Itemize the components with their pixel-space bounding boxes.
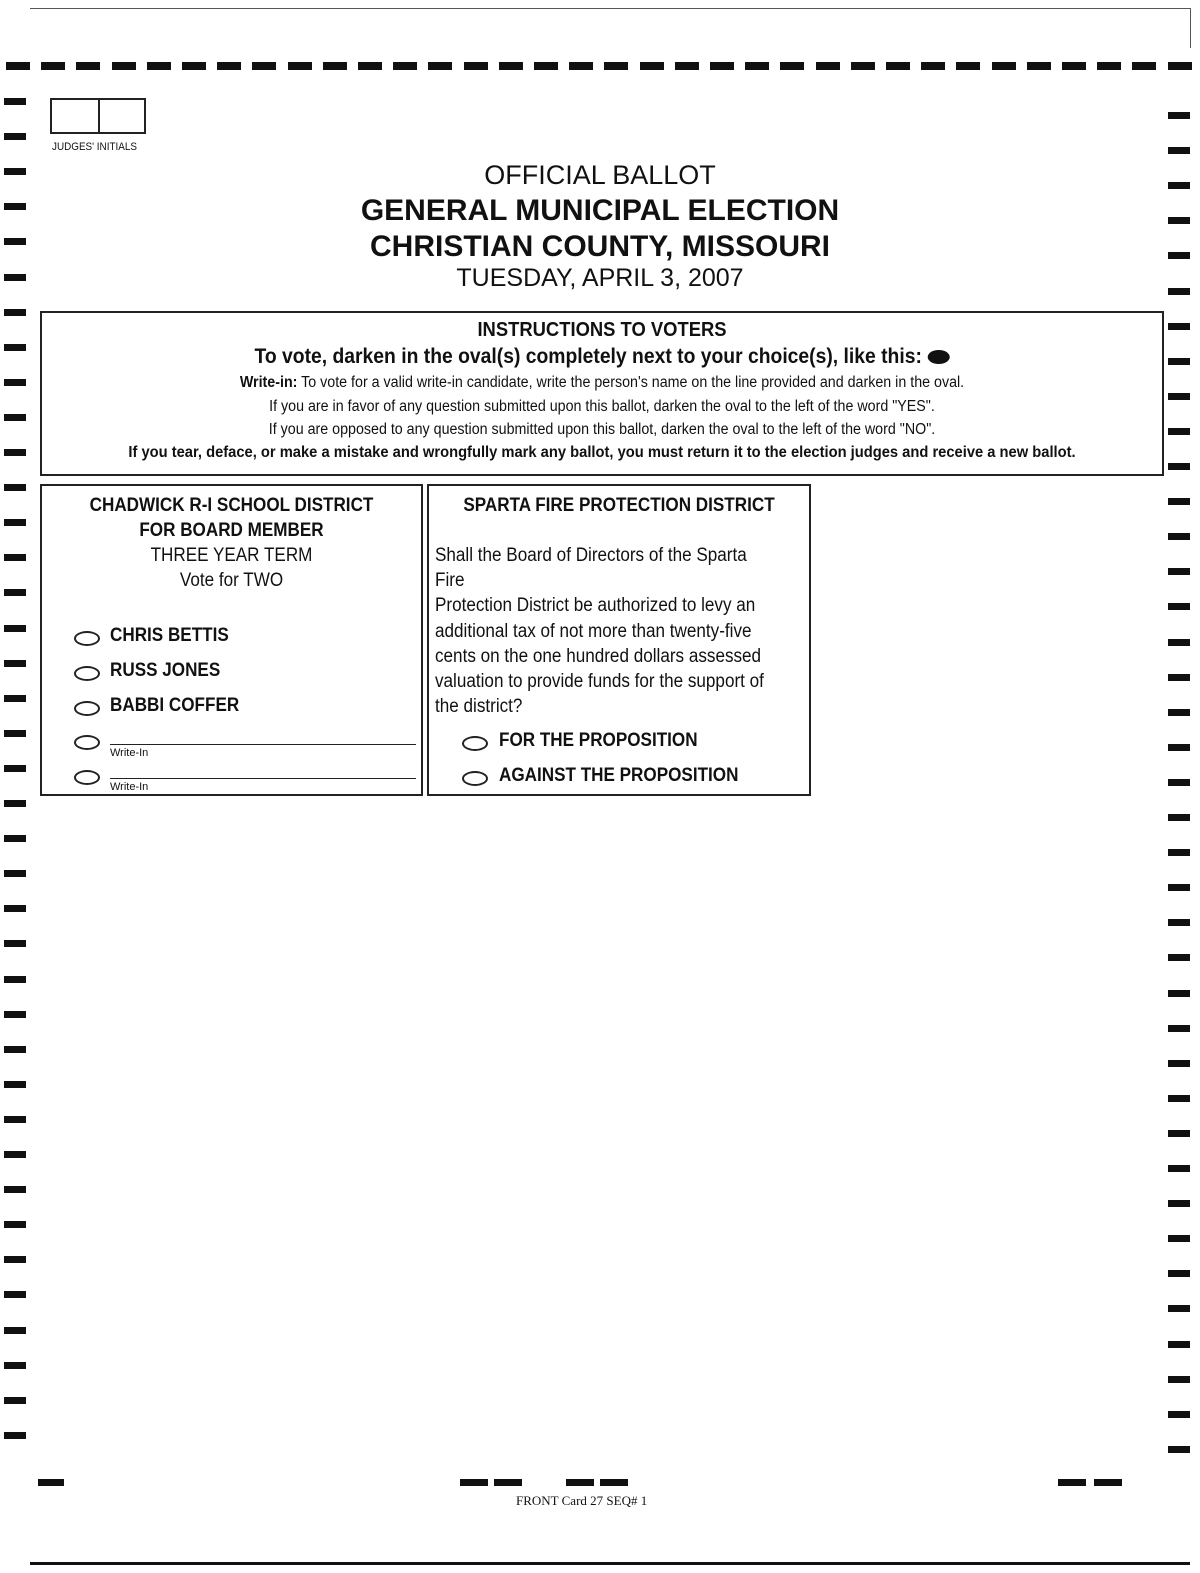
judges-initials-box[interactable] — [50, 98, 146, 134]
fire-district-proposition — [427, 484, 811, 796]
candidate-name: RUSS JONES — [110, 660, 221, 681]
county-name: CHRISTIAN COUNTY, MISSOURI — [369, 230, 831, 263]
proposition-line: valuation to provide funds for the support of — [435, 671, 764, 693]
instructions-box — [40, 311, 1164, 476]
oval-chris-bettis[interactable] — [74, 631, 100, 646]
instructions-write-in — [87, 374, 1117, 392]
ballot-title: OFFICIAL BALLOT — [484, 160, 716, 190]
instructions-tear: If you tear, deface, or make a mistake and wrongfully mark any ballot, you must return it to the election judges and receive a new ballot. — [128, 444, 1076, 461]
oval-write-in-1[interactable] — [74, 735, 100, 750]
bottom-edge-line — [30, 1562, 1190, 1565]
option-for: FOR THE PROPOSITION — [499, 730, 698, 751]
election-date: TUESDAY, APRIL 3, 2007 — [456, 264, 744, 292]
instructions-opposed: If you are opposed to any question submitted upon this ballot, darken the oval to the left of the word "NO". — [268, 421, 936, 438]
option-against: AGAINST THE PROPOSITION — [499, 765, 739, 786]
contest1-term: THREE YEAR TERM — [150, 545, 313, 566]
school-board-contest — [40, 484, 423, 796]
proposition-line: the district? — [435, 696, 523, 718]
filled-oval-icon — [927, 350, 949, 364]
proposition-line: Protection District be authorized to levy an — [435, 595, 756, 617]
proposition-line: cents on the one hundred dollars assessed — [435, 645, 762, 667]
write-in-line-1[interactable] — [110, 744, 416, 745]
contest1-title1: CHADWICK R-I SCHOOL DISTRICT — [89, 495, 374, 516]
oval-write-in-2[interactable] — [74, 770, 100, 785]
card-footer: FRONT Card 27 SEQ# 1 — [516, 1493, 648, 1508]
write-in-label-1: Write-In — [110, 747, 149, 759]
instructions-main — [87, 345, 1117, 369]
candidate-name: BABBI COFFER — [110, 695, 240, 716]
write-in-text: To vote for a valid write-in candidate, write the person's name on the line provided and darken in the oval. — [301, 374, 965, 391]
candidate-name: CHRIS BETTIS — [110, 625, 229, 646]
contest1-title2: FOR BOARD MEMBER — [139, 520, 324, 541]
instructions-favor: If you are in favor of any question submitted upon this ballot, darken the oval to the left of the word "YES". — [269, 398, 935, 415]
contest1-vote-for: Vote for TWO — [179, 570, 284, 591]
right-timing-marks — [1166, 0, 1200, 1573]
contest2-title: SPARTA FIRE PROTECTION DISTRICT — [463, 495, 775, 516]
proposition-text — [435, 543, 770, 719]
write-in-label-2: Write-In — [110, 781, 149, 793]
instructions-title: INSTRUCTIONS TO VOTERS — [477, 319, 727, 341]
proposition-line: additional tax of not more than twenty-five — [435, 620, 752, 642]
top-edge-line — [30, 8, 1190, 9]
write-in-label: Write-in: — [239, 374, 298, 391]
oval-babbi-coffer[interactable] — [74, 701, 100, 716]
oval-for-proposition[interactable] — [462, 736, 488, 751]
left-timing-marks — [0, 0, 40, 1573]
oval-russ-jones[interactable] — [74, 666, 100, 681]
top-timing-dashes — [2, 62, 1192, 71]
judges-initials-label: JUDGES' INITIALS — [52, 141, 137, 153]
election-name: GENERAL MUNICIPAL ELECTION — [360, 194, 840, 227]
proposition-line: Shall the Board of Directors of the Sparta Fire — [435, 545, 747, 592]
oval-against-proposition[interactable] — [462, 771, 488, 786]
write-in-line-2[interactable] — [110, 778, 416, 779]
instructions-main-text: To vote, darken in the oval(s) completely next to your choice(s), like this: — [254, 345, 922, 368]
